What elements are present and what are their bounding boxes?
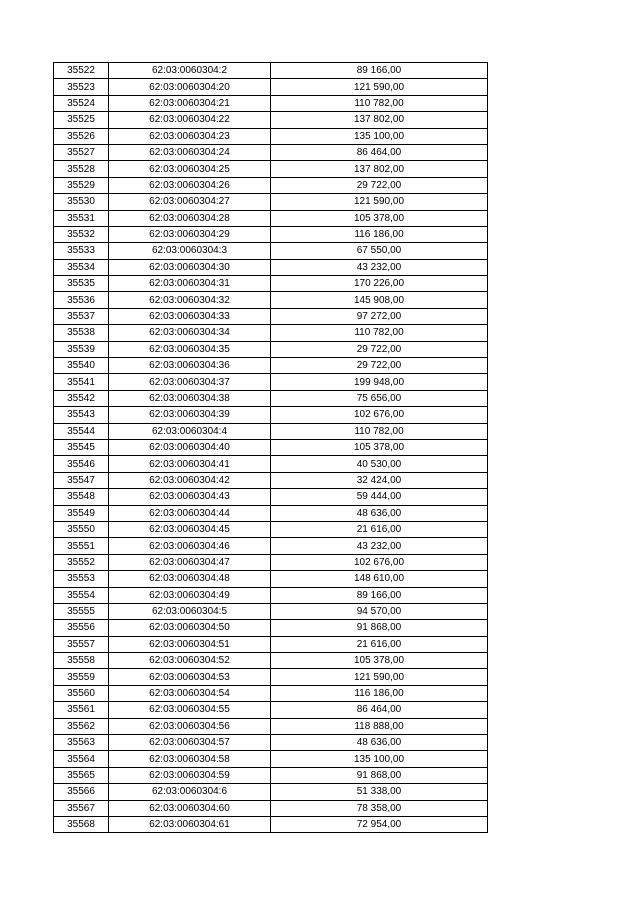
row-number-cell: 35541 [54,374,109,390]
cadastral-value-cell: 21 616,00 [271,521,488,537]
row-number-cell: 35542 [54,390,109,406]
row-number-cell: 35522 [54,63,109,79]
row-number-cell: 35547 [54,472,109,488]
cadastral-number-cell: 62:03:0060304:55 [109,702,271,718]
table-row [54,456,488,472]
table-row [54,177,488,193]
table-row [54,63,488,79]
cadastral-number-cell: 62:03:0060304:58 [109,751,271,767]
cadastral-number-cell: 62:03:0060304:43 [109,489,271,505]
cadastral-value-cell: 118 888,00 [271,718,488,734]
row-number-cell: 35528 [54,161,109,177]
table-row [54,472,488,488]
table-row [54,767,488,783]
table-row [54,95,488,111]
row-number-cell: 35565 [54,767,109,783]
row-number-cell: 35558 [54,653,109,669]
cadastral-number-cell: 62:03:0060304:2 [109,63,271,79]
table-row [54,358,488,374]
cadastral-number-cell: 62:03:0060304:45 [109,521,271,537]
cadastral-value-cell: 48 636,00 [271,735,488,751]
row-number-cell: 35525 [54,112,109,128]
cadastral-value-cell: 110 782,00 [271,325,488,341]
table-row [54,587,488,603]
cadastral-number-cell: 62:03:0060304:44 [109,505,271,521]
cadastral-value-cell: 89 166,00 [271,587,488,603]
table-row [54,341,488,357]
cadastral-value-cell: 91 868,00 [271,767,488,783]
cadastral-number-cell: 62:03:0060304:24 [109,144,271,160]
row-number-cell: 35527 [54,144,109,160]
table-row [54,292,488,308]
row-number-cell: 35534 [54,259,109,275]
cadastral-number-cell: 62:03:0060304:33 [109,308,271,324]
cadastral-number-cell: 62:03:0060304:20 [109,79,271,95]
row-number-cell: 35555 [54,603,109,619]
cadastral-value-cell: 86 464,00 [271,144,488,160]
row-number-cell: 35533 [54,243,109,259]
row-number-cell: 35560 [54,685,109,701]
cadastral-value-cell: 89 166,00 [271,63,488,79]
cadastral-value-cell: 102 676,00 [271,554,488,570]
table-row [54,79,488,95]
cadastral-number-cell: 62:03:0060304:25 [109,161,271,177]
cadastral-value-cell: 75 656,00 [271,390,488,406]
cadastral-number-cell: 62:03:0060304:21 [109,95,271,111]
table-row [54,161,488,177]
cadastral-number-cell: 62:03:0060304:5 [109,603,271,619]
cadastral-value-cell: 29 722,00 [271,358,488,374]
table-row [54,489,488,505]
cadastral-value-cell: 48 636,00 [271,505,488,521]
cadastral-number-cell: 62:03:0060304:38 [109,390,271,406]
table-row [54,751,488,767]
cadastral-value-cell: 110 782,00 [271,423,488,439]
table-row [54,505,488,521]
cadastral-value-cell: 51 338,00 [271,784,488,800]
cadastral-value-cell: 67 550,00 [271,243,488,259]
row-number-cell: 35536 [54,292,109,308]
table-row [54,423,488,439]
cadastral-value-cell: 135 100,00 [271,128,488,144]
cadastral-number-cell: 62:03:0060304:22 [109,112,271,128]
cadastral-value-cell: 121 590,00 [271,79,488,95]
cadastral-number-cell: 62:03:0060304:51 [109,636,271,652]
cadastral-number-cell: 62:03:0060304:27 [109,194,271,210]
cadastral-value-cell: 145 908,00 [271,292,488,308]
row-number-cell: 35530 [54,194,109,210]
cadastral-number-cell: 62:03:0060304:40 [109,439,271,455]
table-body [54,63,488,833]
cadastral-value-cell: 137 802,00 [271,161,488,177]
cadastral-value-cell: 105 378,00 [271,210,488,226]
table-row [54,538,488,554]
table-row [54,571,488,587]
row-number-cell: 35563 [54,735,109,751]
table-row [54,800,488,816]
row-number-cell: 35568 [54,816,109,832]
row-number-cell: 35551 [54,538,109,554]
cadastral-value-cell: 116 186,00 [271,226,488,242]
cadastral-number-cell: 62:03:0060304:35 [109,341,271,357]
cadastral-value-cell: 86 464,00 [271,702,488,718]
row-number-cell: 35524 [54,95,109,111]
cadastral-number-cell: 62:03:0060304:60 [109,800,271,816]
cadastral-value-cell: 94 570,00 [271,603,488,619]
cadastral-number-cell: 62:03:0060304:31 [109,276,271,292]
row-number-cell: 35544 [54,423,109,439]
table-row [54,735,488,751]
row-number-cell: 35562 [54,718,109,734]
table-row [54,243,488,259]
cadastral-value-cell: 32 424,00 [271,472,488,488]
row-number-cell: 35535 [54,276,109,292]
cadastral-number-cell: 62:03:0060304:42 [109,472,271,488]
cadastral-value-cell: 148 610,00 [271,571,488,587]
table-row [54,210,488,226]
row-number-cell: 35556 [54,620,109,636]
cadastral-value-cell: 137 802,00 [271,112,488,128]
cadastral-number-cell: 62:03:0060304:53 [109,669,271,685]
row-number-cell: 35543 [54,407,109,423]
cadastral-value-cell: 102 676,00 [271,407,488,423]
row-number-cell: 35540 [54,358,109,374]
cadastral-number-cell: 62:03:0060304:3 [109,243,271,259]
row-number-cell: 35545 [54,439,109,455]
table-row [54,669,488,685]
cadastral-value-cell: 21 616,00 [271,636,488,652]
cadastral-number-cell: 62:03:0060304:41 [109,456,271,472]
cadastral-number-cell: 62:03:0060304:29 [109,226,271,242]
row-number-cell: 35557 [54,636,109,652]
cadastral-value-cell: 59 444,00 [271,489,488,505]
table-row [54,144,488,160]
cadastral-value-cell: 78 358,00 [271,800,488,816]
cadastral-number-cell: 62:03:0060304:61 [109,816,271,832]
cadastral-number-cell: 62:03:0060304:47 [109,554,271,570]
cadastral-number-cell: 62:03:0060304:50 [109,620,271,636]
cadastral-value-cell: 121 590,00 [271,669,488,685]
row-number-cell: 35539 [54,341,109,357]
cadastral-number-cell: 62:03:0060304:56 [109,718,271,734]
table-row [54,554,488,570]
cadastral-number-cell: 62:03:0060304:48 [109,571,271,587]
table-row [54,784,488,800]
cadastral-value-cell: 40 530,00 [271,456,488,472]
row-number-cell: 35549 [54,505,109,521]
cadastral-value-cell: 105 378,00 [271,439,488,455]
table-row [54,276,488,292]
table-row [54,259,488,275]
cadastral-number-cell: 62:03:0060304:34 [109,325,271,341]
table-row [54,603,488,619]
table-row [54,718,488,734]
cadastral-number-cell: 62:03:0060304:39 [109,407,271,423]
row-number-cell: 35546 [54,456,109,472]
cadastral-value-cell: 43 232,00 [271,538,488,554]
row-number-cell: 35526 [54,128,109,144]
cadastral-number-cell: 62:03:0060304:57 [109,735,271,751]
cadastral-number-cell: 62:03:0060304:49 [109,587,271,603]
cadastral-value-cell: 29 722,00 [271,177,488,193]
table-row [54,374,488,390]
table-row [54,620,488,636]
cadastral-value-cell: 105 378,00 [271,653,488,669]
cadastral-number-cell: 62:03:0060304:28 [109,210,271,226]
cadastral-value-cell: 110 782,00 [271,95,488,111]
cadastral-number-cell: 62:03:0060304:37 [109,374,271,390]
cadastral-value-cell: 135 100,00 [271,751,488,767]
row-number-cell: 35553 [54,571,109,587]
table-row [54,636,488,652]
row-number-cell: 35550 [54,521,109,537]
row-number-cell: 35537 [54,308,109,324]
cadastral-number-cell: 62:03:0060304:30 [109,259,271,275]
cadastral-number-cell: 62:03:0060304:54 [109,685,271,701]
table-row [54,194,488,210]
cadastral-value-cell: 97 272,00 [271,308,488,324]
cadastral-number-cell: 62:03:0060304:4 [109,423,271,439]
cadastral-number-cell: 62:03:0060304:6 [109,784,271,800]
table-row [54,308,488,324]
table-row [54,226,488,242]
table-row [54,816,488,832]
table-row [54,439,488,455]
row-number-cell: 35564 [54,751,109,767]
row-number-cell: 35561 [54,702,109,718]
row-number-cell: 35559 [54,669,109,685]
table-row [54,390,488,406]
table-row [54,685,488,701]
row-number-cell: 35554 [54,587,109,603]
cadastral-value-table [53,62,488,833]
cadastral-value-cell: 116 186,00 [271,685,488,701]
cadastral-number-cell: 62:03:0060304:36 [109,358,271,374]
cadastral-value-cell: 43 232,00 [271,259,488,275]
cadastral-value-cell: 72 954,00 [271,816,488,832]
cadastral-value-cell: 121 590,00 [271,194,488,210]
cadastral-value-cell: 170 226,00 [271,276,488,292]
row-number-cell: 35529 [54,177,109,193]
cadastral-number-cell: 62:03:0060304:26 [109,177,271,193]
cadastral-value-cell: 91 868,00 [271,620,488,636]
row-number-cell: 35532 [54,226,109,242]
row-number-cell: 35531 [54,210,109,226]
row-number-cell: 35552 [54,554,109,570]
row-number-cell: 35567 [54,800,109,816]
table-row [54,112,488,128]
table-row [54,702,488,718]
row-number-cell: 35548 [54,489,109,505]
table-row [54,128,488,144]
table-row [54,325,488,341]
table-row [54,407,488,423]
cadastral-number-cell: 62:03:0060304:23 [109,128,271,144]
cadastral-number-cell: 62:03:0060304:59 [109,767,271,783]
cadastral-number-cell: 62:03:0060304:52 [109,653,271,669]
row-number-cell: 35566 [54,784,109,800]
cadastral-number-cell: 62:03:0060304:46 [109,538,271,554]
cadastral-value-cell: 29 722,00 [271,341,488,357]
table-row [54,653,488,669]
cadastral-value-cell: 199 948,00 [271,374,488,390]
row-number-cell: 35523 [54,79,109,95]
cadastral-number-cell: 62:03:0060304:32 [109,292,271,308]
row-number-cell: 35538 [54,325,109,341]
table-row [54,521,488,537]
